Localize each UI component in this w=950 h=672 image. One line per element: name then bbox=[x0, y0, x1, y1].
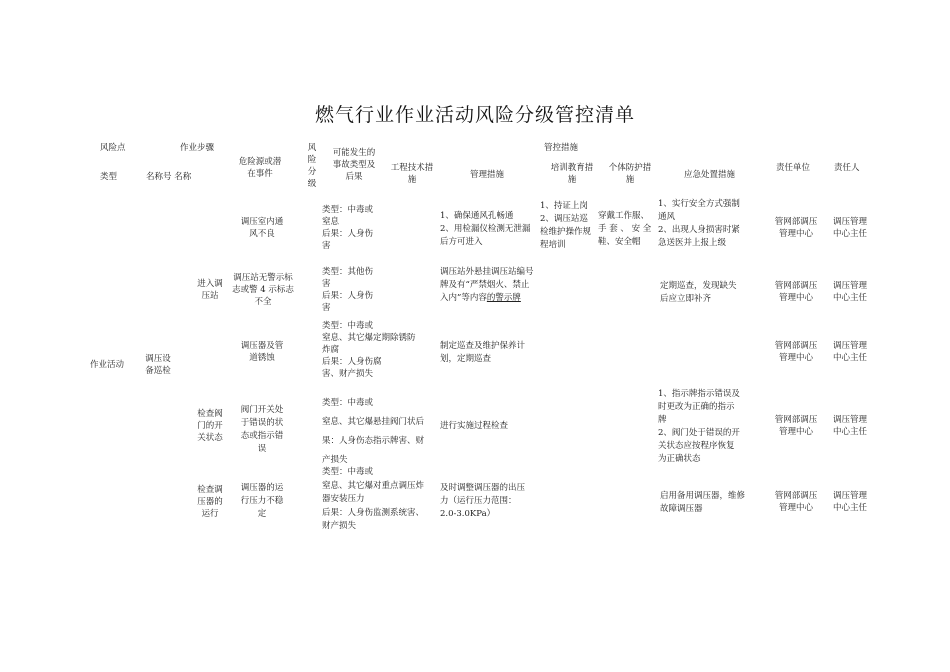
management-row-4: 进行实施过程检查 bbox=[440, 421, 509, 431]
header-accident-type: 可能发生的 事故类型及 后果 bbox=[332, 148, 376, 182]
emergency-row-5: 启用备用调压器，维修 故障调压器 bbox=[660, 491, 746, 514]
step-enter-station: 进入调 压站 bbox=[197, 279, 223, 301]
hazard-corrosion: 调压器及管 道锈蚀 bbox=[240, 341, 284, 363]
step-check-valves: 检查阀 门的开 关状态 bbox=[197, 409, 223, 443]
header-training: 培训教育措 施 bbox=[550, 163, 594, 185]
activity-type: 作业活动 bbox=[90, 360, 125, 370]
accident-row-1: 类型：中毒或 窒息 后果：人身伤 害 bbox=[322, 205, 374, 251]
header-responsible-person: 责任人 bbox=[834, 163, 860, 173]
management-row-1: 1、确保通风孔畅通 2、用检漏仪检测无泄漏 后方可进入 bbox=[440, 211, 531, 247]
header-hazard: 危险源或潜 在事件 bbox=[238, 157, 282, 179]
accident-row-4: 类型：中毒或 窒息、其它爆悬挂阀门状后 果：人身伤态指示牌害、财 产损失 bbox=[322, 398, 425, 465]
person-row-2: 调压管理 中心主任 bbox=[832, 281, 867, 303]
management-row-3: 制定巡查及维护保养计 划，定期巡查 bbox=[440, 341, 526, 364]
unit-row-4: 管网部调压 管理中心 bbox=[774, 415, 818, 437]
header-type: 类型 bbox=[100, 172, 118, 182]
unit-row-3: 管网部调压 管理中心 bbox=[774, 341, 818, 363]
page-title: 燃气行业作业活动风险分级管控清单 bbox=[314, 104, 635, 126]
ppe-row-1: 穿戴工作服、 手 套 、 安 全 鞋、安全帽 bbox=[598, 211, 652, 247]
person-row-3: 调压管理 中心主任 bbox=[832, 341, 867, 363]
training-row-1: 1、持证上岗 2、调压站巡 检维护操作规 程培训 bbox=[540, 201, 592, 250]
management-row-2: 调压站外悬挂调压站编号 牌及有“严禁烟火、禁止 入内”等内容的警示牌 bbox=[440, 267, 534, 303]
header-management: 管理措施 bbox=[470, 170, 505, 180]
accident-row-5: 类型：中毒或 窒息、其它爆对重点调压炸 器安装压力 后果：人身伤监测系统害、 财产损失 bbox=[322, 467, 425, 531]
unit-row-1: 管网部调压 管理中心 bbox=[774, 217, 818, 239]
header-engineering: 工程技术措 施 bbox=[390, 163, 434, 185]
accident-row-2: 类型：其他伤 害 后果：人身伤 害 bbox=[322, 267, 374, 313]
unit-row-2: 管网部调压 管理中心 bbox=[774, 281, 818, 303]
person-row-4: 调压管理 中心主任 bbox=[832, 415, 867, 437]
person-row-5: 调压管理 中心主任 bbox=[832, 491, 867, 513]
header-ppe: 个体防护措 施 bbox=[608, 163, 652, 185]
hazard-valve-state: 阀门开关处 于错误的状 态或指示错 误 bbox=[240, 405, 284, 454]
header-control-measures: 管控措施 bbox=[544, 143, 579, 153]
activity-name: 调压设 备巡检 bbox=[145, 354, 171, 376]
accident-row-3: 类型：中毒或 窒息、其它爆定期除锈防 炸腐 后果：人身伤腐 害、财产损失 bbox=[322, 321, 416, 379]
management-row-5: 及时调整调压器的出压 力（运行压力范围： 2.0-3.0KPa） bbox=[440, 483, 526, 519]
header-work-steps: 作业步骤 bbox=[180, 143, 215, 153]
emergency-row-2: 定期巡查，发现缺失 后应立即补齐 bbox=[660, 281, 737, 304]
emergency-row-4: 1、指示牌指示错误及 时更改为正确的指示 牌 2、阀门处于错误的开 关状态应按程序恢复 为正确状态 bbox=[658, 389, 740, 464]
header-responsible-unit: 责任单位 bbox=[776, 163, 811, 173]
hazard-pressure: 调压器的运 行压力不稳 定 bbox=[240, 483, 284, 519]
person-row-1: 调压管理 中心主任 bbox=[832, 217, 867, 239]
emergency-row-1: 1、实行安全方式强制 通风 2、出现人身损害时紧 急送医并上报上级 bbox=[658, 199, 740, 248]
unit-row-5: 管网部调压 管理中心 bbox=[774, 491, 818, 513]
header-emergency: 应急处置措施 bbox=[684, 170, 736, 180]
hazard-signs: 调压站无警示标 志或警 4 示标志 不全 bbox=[232, 273, 294, 307]
header-risk-level: 风 险 分 级 bbox=[307, 143, 317, 189]
header-risk-point: 风险点 bbox=[100, 143, 126, 153]
step-check-regulator: 检查调 压器的 运行 bbox=[197, 485, 223, 519]
hazard-ventilation: 调压室内通 风不良 bbox=[240, 217, 284, 239]
header-name: 名称号 名称 bbox=[146, 172, 192, 182]
